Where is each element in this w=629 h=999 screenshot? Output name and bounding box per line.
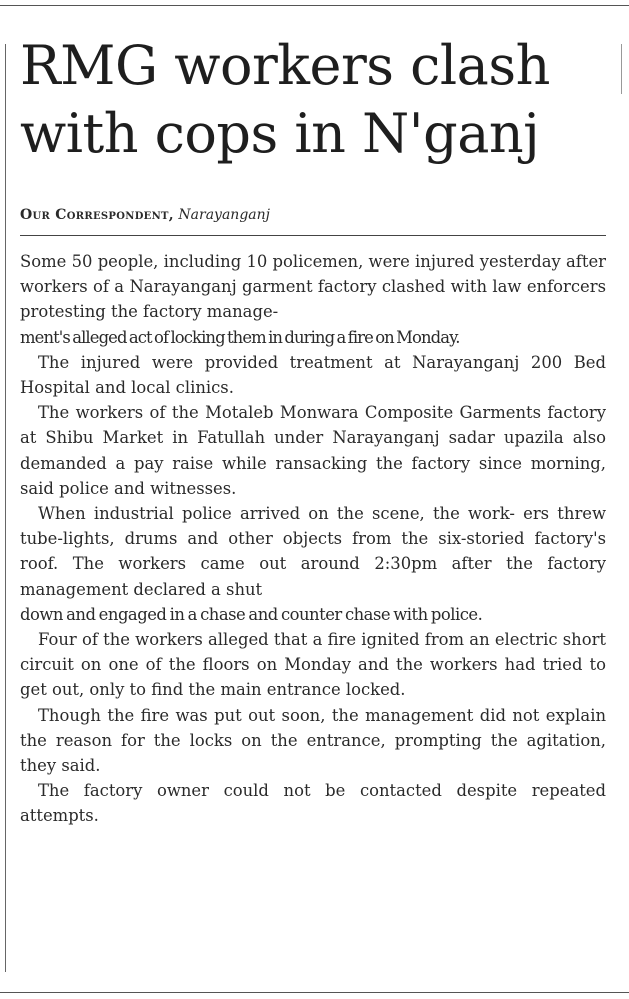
- article-paragraph-5: Four of the workers alleged that a fire ignited from an electric short circuit on one of the floors on Monday and the workers had tried to get out, only to find the main entrance locked.: [20, 630, 606, 700]
- article-paragraph-2: The injured were provided treatment at Narayanganj 200 Bed Hospital and local clinics.: [20, 352, 606, 398]
- headline: [20, 32, 620, 168]
- article-paragraph-3: The workers of the Motaleb Monwara Composite Garments factory at Shibu Market in Fatullah under Narayanganj sadar upazila also demanded a pay raise while ransacking the factory since morning, said police and witnesses.: [20, 403, 606, 498]
- byline: [20, 205, 610, 225]
- article-body: [20, 249, 606, 829]
- article-paragraph-1-line-3: clashed with law enforcers protesting the factory manage-: [20, 277, 606, 322]
- article-paragraph-6: Though the fire was put out soon, the management did not explain the reason for the locks on the entrance, prompting the agitation, they said.: [20, 705, 606, 776]
- article-paragraph-4-line-4: 2:30pm after the factory management declared a shut: [20, 554, 606, 599]
- article-paragraph-4-line-2: ers threw tube-lights, drums and other objects from the: [20, 504, 607, 549]
- left-column-rule: [5, 44, 6, 972]
- article-paragraph-1: [20, 249, 606, 325]
- article-paragraph-1-line-1: Some 50 people, including 10 policemen, were injured: [20, 252, 475, 271]
- article-paragraph-4-line-3: six-storied factory's roof. The workers came out around: [20, 529, 606, 574]
- right-column-rule: [621, 44, 622, 94]
- headline-line-1: RMG workers clash: [20, 34, 550, 97]
- byline-rule: [20, 235, 606, 236]
- article-paragraph-4: [20, 501, 606, 602]
- article-paragraph-4-line-1: When industrial police arrived on the scene, the work-: [38, 504, 515, 524]
- byline-location: Narayanganj: [178, 207, 270, 223]
- top-rule: [0, 5, 629, 6]
- article-paragraph-7: The factory owner could not be contacted despite repeated attempts.: [20, 781, 606, 826]
- bottom-rule: [0, 992, 629, 993]
- article-paragraph-4-end: down and engaged in a chase and counter chase with police.: [20, 604, 483, 624]
- headline-line-2: with cops in N'ganj: [20, 102, 540, 165]
- article-paragraph-1-end: ment's alleged act of locking them in during a fire on Monday.: [20, 327, 460, 347]
- byline-author: Our Correspondent,: [20, 207, 174, 223]
- article-paragraph-1-line-2: yesterday after workers of a Narayanganj garment factory: [20, 252, 606, 297]
